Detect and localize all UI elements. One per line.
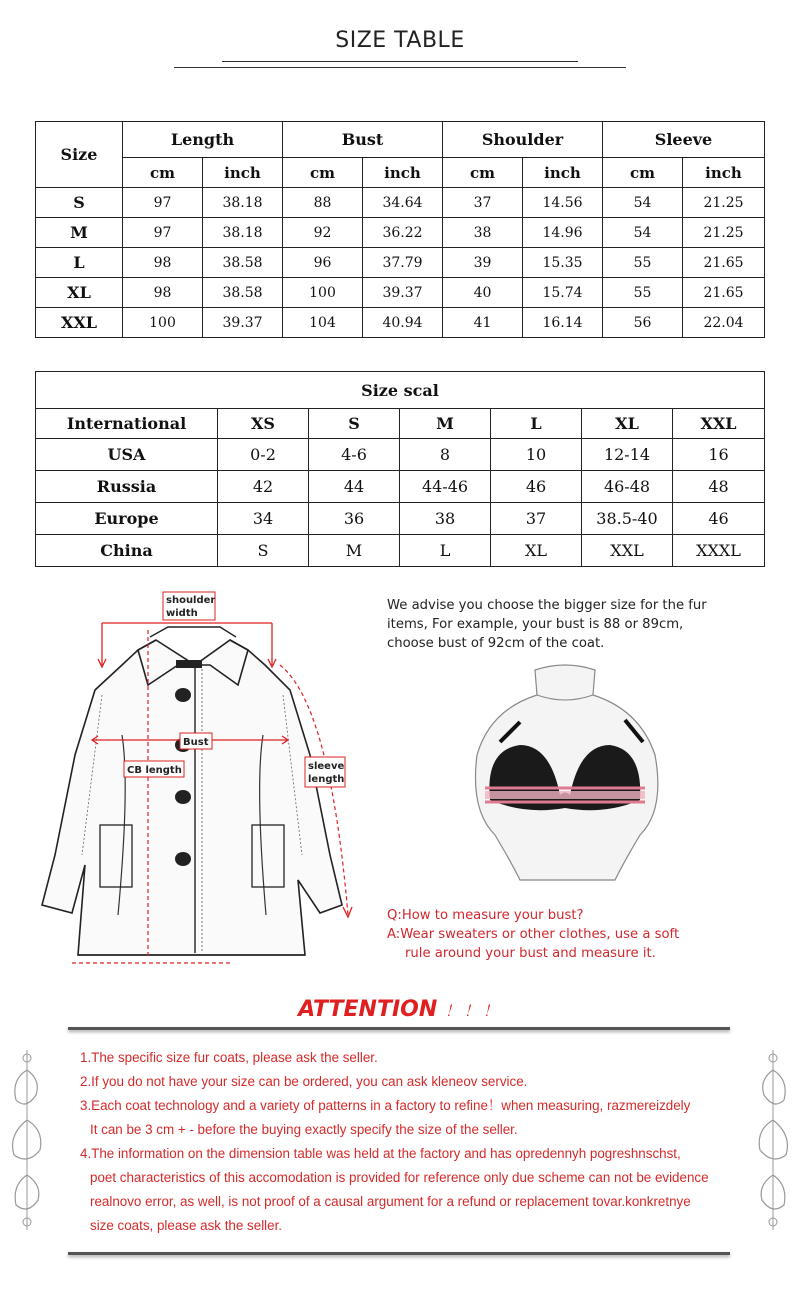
right-ornament-icon — [752, 1050, 794, 1230]
size-table-unit-header — [36, 158, 765, 188]
column-header: S — [309, 409, 400, 439]
coat-button — [175, 852, 191, 866]
coat-button — [175, 790, 191, 804]
table-cell: 100 — [123, 308, 203, 338]
table-cell: 42 — [218, 471, 309, 503]
row-header: USA — [36, 439, 218, 471]
table-cell: 15.35 — [523, 248, 603, 278]
size-cell: XL — [36, 278, 123, 308]
unit-header: cm — [443, 158, 523, 188]
table-cell: 98 — [123, 278, 203, 308]
table-cell: 98 — [123, 248, 203, 278]
page-title: SIZE TABLE — [335, 28, 465, 53]
unit-header: cm — [283, 158, 363, 188]
table-cell: 46-48 — [582, 471, 673, 503]
note-item-continuation: It can be 3 cm + - before the buying exactly specify the size of the seller. — [90, 1122, 518, 1137]
table-cell: 97 — [123, 188, 203, 218]
table-cell: 36 — [309, 503, 400, 535]
table-cell: XXXL — [673, 535, 765, 567]
table-cell: 0-2 — [218, 439, 309, 471]
table-cell: 56 — [603, 308, 683, 338]
table-cell: 22.04 — [683, 308, 765, 338]
table-cell: 37 — [443, 188, 523, 218]
table-cell: M — [309, 535, 400, 567]
table-cell: 104 — [283, 308, 363, 338]
row-header: China — [36, 535, 218, 567]
sleeve-label-line2: length — [308, 774, 345, 785]
column-header: L — [491, 409, 582, 439]
table-cell: 39 — [443, 248, 523, 278]
note-item-continuation: realnovo error, as well, is not proof of a causal argument for a refund or replacement tovar.konkretnye — [90, 1194, 691, 1209]
table-cell: 14.56 — [523, 188, 603, 218]
table-cell: 41 — [443, 308, 523, 338]
title-underline-short — [222, 61, 578, 62]
table-cell: 21.25 — [683, 218, 765, 248]
table-cell: 38.58 — [203, 278, 283, 308]
table-cell: 96 — [283, 248, 363, 278]
group-header-sleeve: Sleeve — [603, 122, 765, 158]
table-cell: 34.64 — [363, 188, 443, 218]
column-header: International — [36, 409, 218, 439]
group-header-shoulder: Shoulder — [443, 122, 603, 158]
table-cell: 39.37 — [203, 308, 283, 338]
table-cell: 38.5-40 — [582, 503, 673, 535]
attention-marks: ！！！ — [444, 1002, 502, 1020]
table-cell: 44 — [309, 471, 400, 503]
column-header: XXL — [673, 409, 765, 439]
table-cell: 55 — [603, 278, 683, 308]
scale-table-caption-row — [36, 372, 765, 409]
table-cell: 38.58 — [203, 248, 283, 278]
unit-header: inch — [683, 158, 765, 188]
table-row — [36, 278, 765, 308]
table-cell: 21.65 — [683, 278, 765, 308]
group-header-bust: Bust — [283, 122, 443, 158]
table-cell: 38 — [400, 503, 491, 535]
attention-rule-top — [68, 1027, 730, 1030]
question-text: Q:How to measure your bust? — [387, 908, 584, 923]
table-cell: 14.96 — [523, 218, 603, 248]
table-cell: 10 — [491, 439, 582, 471]
table-row — [36, 188, 765, 218]
shoulder-label-line2: width — [166, 608, 198, 619]
note-item-continuation: poet characteristics of this accomodation is provided for reference only due scheme can not be evidence — [90, 1170, 709, 1185]
column-header: XL — [582, 409, 673, 439]
coat-button — [175, 688, 191, 702]
size-column-header: Size — [36, 122, 123, 188]
size-cell: S — [36, 188, 123, 218]
table-row — [36, 308, 765, 338]
table-cell: L — [400, 535, 491, 567]
row-header: Russia — [36, 471, 218, 503]
table-cell: 36.22 — [363, 218, 443, 248]
table-cell: XL — [491, 535, 582, 567]
table-cell: 100 — [283, 278, 363, 308]
table-cell: 97 — [123, 218, 203, 248]
unit-header: inch — [203, 158, 283, 188]
size-advice — [387, 596, 757, 653]
measure-bust-qa — [387, 906, 767, 963]
table-cell: 8 — [400, 439, 491, 471]
table-row — [36, 471, 765, 503]
sleeve-label-line1: sleeve — [308, 761, 345, 772]
table-cell: 38 — [443, 218, 523, 248]
size-cell: XXL — [36, 308, 123, 338]
note-item-continuation: size coats, please ask the seller. — [90, 1218, 283, 1233]
table-cell: S — [218, 535, 309, 567]
unit-header: cm — [123, 158, 203, 188]
attention-title: ATTENTION — [298, 997, 438, 1022]
table-cell: XXL — [582, 535, 673, 567]
table-cell: 12-14 — [582, 439, 673, 471]
table-cell: 46 — [673, 503, 765, 535]
unit-header: cm — [603, 158, 683, 188]
note-item: 2.If you do not have your size can be ordered, you can ask kleneov service. — [80, 1074, 528, 1089]
group-header-length: Length — [123, 122, 283, 158]
table-row — [36, 439, 765, 471]
table-cell: 16.14 — [523, 308, 603, 338]
size-table — [35, 121, 765, 338]
unit-header: inch — [523, 158, 603, 188]
note-item: 3.Each coat technology and a variety of patterns in a factory to refine！when measuring, razmereizdely — [80, 1098, 691, 1113]
table-cell: 4-6 — [309, 439, 400, 471]
bust-measurement-figure — [465, 660, 665, 885]
table-cell: 38.18 — [203, 188, 283, 218]
note-item: 1.The specific size fur coats, please ask the seller. — [80, 1050, 378, 1065]
table-cell: 16 — [673, 439, 765, 471]
table-cell: 54 — [603, 218, 683, 248]
answer-text: A:Wear sweaters or other clothes, use a soft — [387, 927, 680, 942]
table-cell: 40 — [443, 278, 523, 308]
attention-notes — [80, 1046, 730, 1238]
table-cell: 46 — [491, 471, 582, 503]
advice-line: We advise you choose the bigger size for the fur — [387, 598, 707, 613]
bust-label: Bust — [183, 737, 209, 748]
table-cell: 21.65 — [683, 248, 765, 278]
shoulder-label-line1: shoulder — [166, 595, 216, 606]
table-cell: 44-46 — [400, 471, 491, 503]
size-table-group-header — [36, 122, 765, 158]
advice-line: items, For example, your bust is 88 or 89cm, — [387, 617, 684, 632]
table-cell: 34 — [218, 503, 309, 535]
table-cell: 88 — [283, 188, 363, 218]
scale-table-caption: Size scal — [36, 372, 765, 409]
table-cell: 39.37 — [363, 278, 443, 308]
table-cell: 54 — [603, 188, 683, 218]
table-cell: 48 — [673, 471, 765, 503]
scale-table-header — [36, 409, 765, 439]
attention-rule-bottom — [68, 1252, 730, 1255]
size-scale-table — [35, 371, 765, 567]
unit-header: inch — [363, 158, 443, 188]
table-cell: 37.79 — [363, 248, 443, 278]
table-cell: 92 — [283, 218, 363, 248]
table-cell: 15.74 — [523, 278, 603, 308]
row-header: Europe — [36, 503, 218, 535]
table-cell: 38.18 — [203, 218, 283, 248]
coat-outline — [42, 640, 345, 955]
left-ornament-icon — [6, 1050, 48, 1230]
table-row — [36, 535, 765, 567]
table-cell: 55 — [603, 248, 683, 278]
size-cell: M — [36, 218, 123, 248]
table-cell: 37 — [491, 503, 582, 535]
cb-length-label: CB length — [127, 765, 182, 776]
answer-text: rule around your bust and measure it. — [405, 946, 656, 961]
table-row — [36, 503, 765, 535]
title-underline-long — [174, 67, 626, 68]
table-row — [36, 218, 765, 248]
column-header: M — [400, 409, 491, 439]
table-cell: 21.25 — [683, 188, 765, 218]
advice-line: choose bust of 92cm of the coat. — [387, 636, 605, 651]
table-row — [36, 248, 765, 278]
attention-heading — [0, 997, 800, 1022]
note-item: 4.The information on the dimension table was held at the factory and has opredennyh pogreshnschst, — [80, 1146, 681, 1161]
size-cell: L — [36, 248, 123, 278]
column-header: XS — [218, 409, 309, 439]
table-cell: 40.94 — [363, 308, 443, 338]
coat-measurement-diagram — [30, 585, 370, 970]
